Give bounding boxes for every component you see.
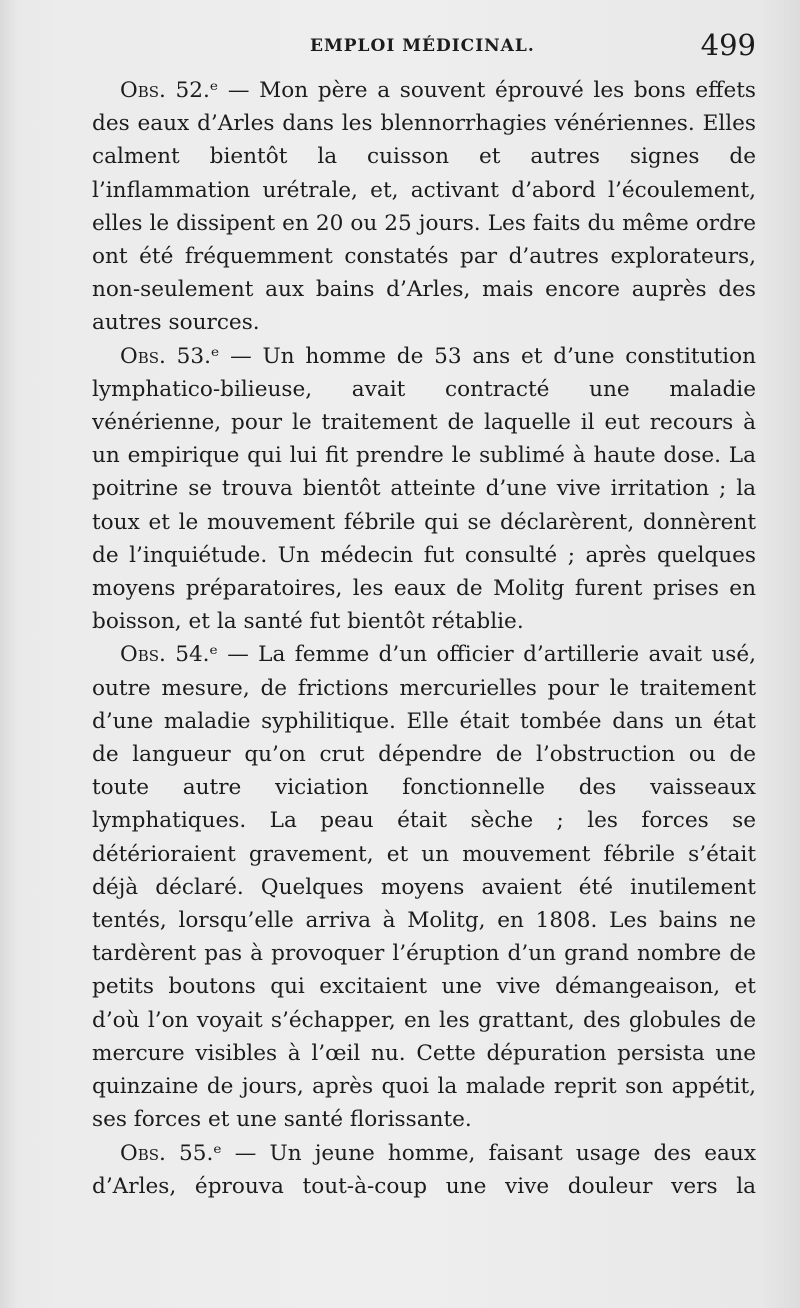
body-text xyxy=(92,74,756,1203)
observation-54 xyxy=(92,638,756,1136)
observation-label: Obs. 53.ᵉ xyxy=(120,343,220,369)
observation-52 xyxy=(92,74,756,340)
observation-text: — Mon père a souvent éprouvé les bons effets des eaux d’Arles dans les blennorrhagies vénériennes. Elles calment bientôt la cuisson et autres signes de l’inflammation urétrale, et, activant d’abord l’écoulement, elles le dissipent en 20 ou 25 jours. Les faits du même ordre ont été fréquemment constatés par d’autres explorateurs, non-seulement aux bains d’Arles, mais encore auprès des autres sources. xyxy=(92,78,756,336)
observation-text: — Un jeune homme, faisant usage des eaux d’Arles, éprouva tout-à-coup une vive douleur vers la xyxy=(92,1140,757,1199)
observation-text: — Un homme de 53 ans et d’une constitution lymphatico-bilieuse, avait contracté une maladie vénérienne, pour le traitement de laquelle il eut recours à un empirique qui lui fit prendre le sublimé à haute dose. La poitrine se trouva bientôt atteinte d’une vive irritation ; la toux et le mouvement fébrile qui se déclarèrent, donnèrent de l’inquiétude. Un médecin fut consulté ; après quelques moyens préparatoires, les eaux de Molitg furent prises en boisson, et la santé fut bientôt rétablie. xyxy=(92,343,756,635)
page-number: 499 xyxy=(700,28,756,62)
observation-text: — La femme d’un officier d’artillerie avait usé, outre mesure, de frictions mercurielles pour le traitement d’une maladie syphilitique. Elle était tombée dans un état de langueur qu’on crut dépendre de l’obstruction ou de toute autre viciation fonctionnelle des vaisseaux lymphatiques. La peau était sèche ; les forces se détérioraient gravement, et un mouvement fébrile s’était déjà déclaré. Quelques moyens avaient été inutilement tentés, lorsqu’elle arriva à Molitg, en 1808. Les bains ne tardèrent pas à provoquer l’éruption d’un grand nombre de petits boutons qui excitaient une vive démangeaison, et d’où l’on voyait s’échapper, en les grattant, des globules de mercure visibles à l’œil nu. Cette dépuration persista une quinzaine de jours, après quoi la malade reprit son appétit, ses forces et une santé florissante. xyxy=(92,642,756,1133)
observation-55 xyxy=(92,1137,756,1203)
observation-53 xyxy=(92,340,756,639)
running-head: EMPLOI MÉDICINAL. xyxy=(310,36,535,56)
page-header xyxy=(92,30,756,70)
observation-label: Obs. 52.ᵉ xyxy=(120,78,219,103)
observation-label: Obs. 54.ᵉ xyxy=(120,642,218,668)
observation-label: Obs. 55.ᵉ xyxy=(120,1140,222,1166)
